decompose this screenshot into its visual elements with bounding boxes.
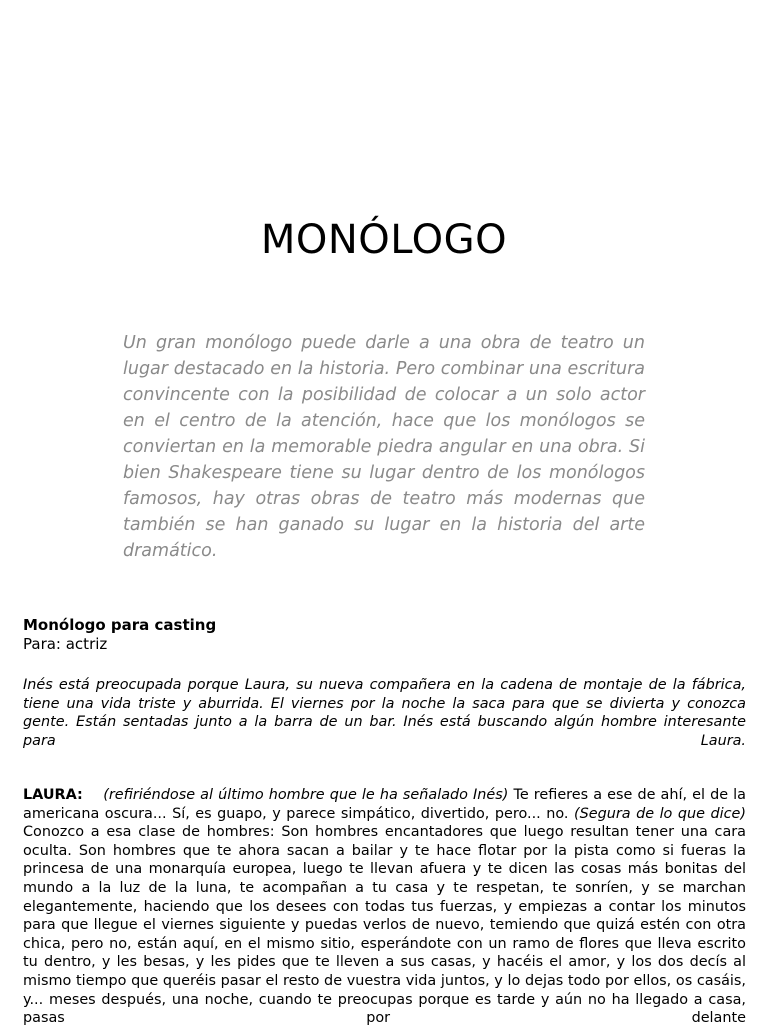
casting-subtitle: Para: actriz [23, 635, 108, 653]
scene-context: Inés está preocupada porque Laura, su nueva compañera en la cadena de montaje de la fábrica, tiene una vida triste y aburrida. El viernes por la noche la saca para que se divierta y conozca gente. Están sentadas junto a la barra de un bar. Inés está buscando algún hombre interesante para Laura. [23, 677, 746, 749]
stage-direction: (Segura de lo que dice) [573, 805, 746, 822]
monologue-line: Conozco a esa clase de hombres: Son hombres encantadores que luego resultan tener una cara oculta. Son hombres que te ahora sacan a bailar y te hace flotar por la pista como si fueras la princesa de una monarquía europea, luego te llevan afuera y te dicen las cosas más bonitas del mundo a la luz de la luna, te acompañan a tu casa y te respetan, te sonríen, y se marchan elegantemente, haciendo que los desees con todas tus fuerzas, y empiezas a contar los minutos para que llegue el viernes siguiente y puedas verlos de nuevo, temiendo que quizá estén con otra chica, pero no, están aquí, en el mismo sitio, esperándote con un ramo de flores que lleva escrito tu dentro, y les besas, y les pides que te lleven a sus casas, y hacéis el amor, y los dos decís al mismo tiempo que queréis pasar el resto de vuestra vida juntos, y lo dejas todo por ellos, os casáis, y... meses después, una noche, cuando te preocupas porque es tarde y aún no ha llegado a casa, pasas por delante [23, 824, 746, 1027]
monologue-text [23, 786, 746, 1028]
monologue-line: Te refieres a ese de ahí, el de la americana oscura... Sí, es guapo, y parece simpático, divertido, pero... no. [23, 787, 746, 822]
casting-heading: Monólogo para casting [23, 616, 217, 634]
page-title: MONÓLOGO [260, 217, 508, 263]
speaker-name: LAURA: [23, 787, 83, 803]
intro-paragraph: Un gran monólogo puede darle a una obra de teatro un lugar destacado en la historia. Pero combinar una escritura convincente con la posibilidad de colocar a un solo actor en el centro de la atención, hace que los monólogos se conviertan en la memorable piedra angular en una obra. Si bien Shakespeare tiene su lugar dentro de los monólogos famosos, hay otras obras de teatro más modernas que también se han ganado su lugar en la historia del arte dramático. [123, 333, 645, 561]
stage-direction: (refiriéndose al último hombre que le ha señalado Inés) [103, 787, 509, 803]
